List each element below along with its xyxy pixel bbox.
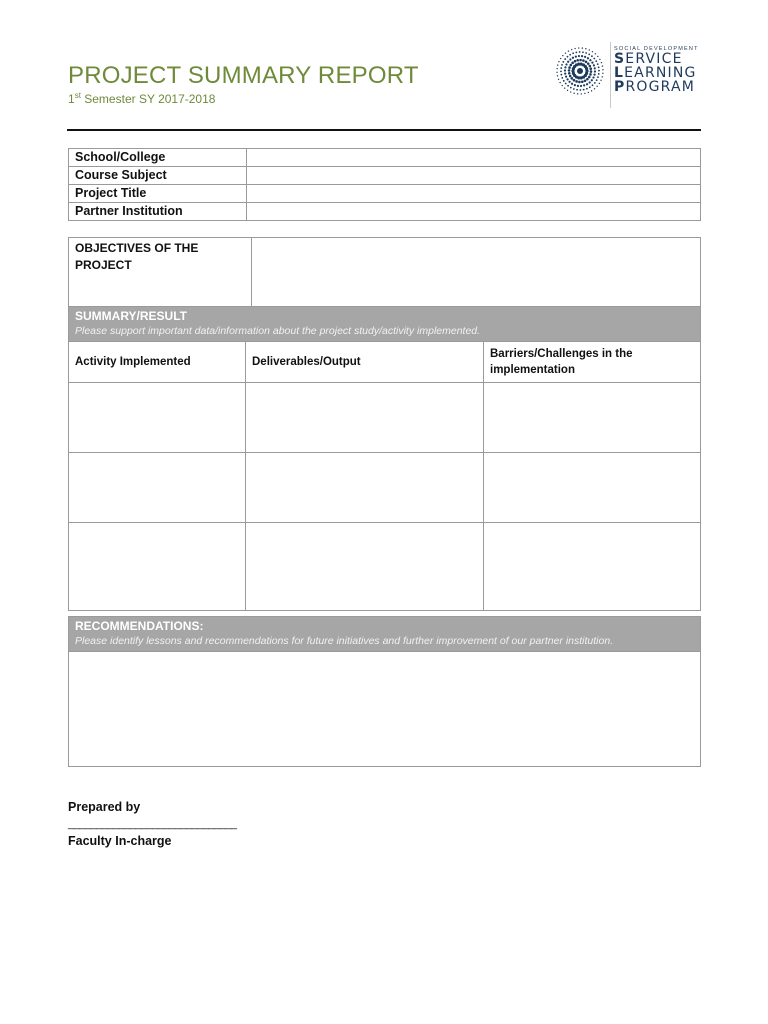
logo-dot — [558, 61, 559, 62]
logo-dot — [573, 93, 574, 94]
logo-dot — [560, 70, 562, 72]
logo-dot — [598, 70, 600, 72]
objectives-label: OBJECTIVES OF THE PROJECT — [69, 238, 252, 310]
table-row — [69, 523, 701, 611]
logo-dot — [578, 55, 580, 57]
deliverables-cell[interactable] — [246, 523, 484, 611]
project-title-label: Project Title — [69, 185, 247, 203]
logo-dot — [595, 53, 596, 54]
logo-dot — [585, 48, 586, 49]
logo-dot — [557, 64, 558, 65]
logo-dot — [579, 89, 581, 91]
logo-dot — [564, 73, 566, 75]
logo-dot — [576, 89, 578, 91]
logo-dot — [593, 58, 595, 60]
logo-dot — [565, 76, 567, 78]
logo-dot — [571, 83, 573, 85]
summary-result-table — [68, 306, 701, 611]
logo-dot — [562, 55, 563, 56]
recommendations-heading: RECOMMENDATIONS: — [75, 619, 204, 633]
course-subject-label: Course Subject — [69, 167, 247, 185]
logo-dot — [587, 57, 589, 59]
logo-dot — [568, 69, 571, 72]
logo-dot — [571, 49, 572, 50]
summary-column-headers — [69, 342, 701, 383]
project-info-table — [68, 148, 701, 221]
logo-dot — [577, 85, 579, 87]
table-row — [69, 453, 701, 523]
logo-dot — [556, 68, 557, 69]
logo-dot — [586, 88, 588, 90]
logo-line-service: SERVICE — [614, 51, 683, 67]
partner-institution-label: Partner Institution — [69, 203, 247, 221]
logo-dot — [586, 78, 589, 81]
logo-dot — [593, 64, 595, 66]
logo-dot — [564, 58, 566, 60]
logo-dot — [597, 63, 599, 65]
logo-dot — [589, 81, 591, 83]
logo-dot — [591, 55, 593, 57]
table-row — [69, 167, 701, 185]
logo-dot — [592, 84, 594, 86]
logo-dot — [556, 72, 557, 73]
logo-dot — [583, 84, 585, 86]
logo-line-program: PROGRAM — [614, 79, 696, 95]
logo-dot — [585, 52, 587, 54]
course-subject-field[interactable] — [247, 167, 701, 185]
logo-dot — [593, 74, 595, 76]
logo-dot — [584, 93, 585, 94]
logo-dot — [585, 60, 588, 63]
barriers-cell[interactable] — [484, 383, 701, 453]
logo-dot — [574, 60, 577, 63]
logo-dot — [576, 59, 579, 62]
table-row — [69, 149, 701, 167]
column-header-barriers: Barriers/Challenges in the implementation — [484, 342, 701, 383]
logo-dot — [565, 63, 567, 65]
recommendations-instruction: Please identify lessons and recommendations for future initiatives and further improvement of our partner institution. — [75, 635, 614, 647]
logo-dot — [569, 64, 572, 67]
logo-dot — [567, 90, 568, 91]
logo-dot — [589, 49, 590, 50]
logo-dot — [586, 83, 588, 85]
logo-dot — [583, 89, 585, 91]
objectives-field[interactable] — [252, 238, 701, 310]
logo-dot — [596, 86, 597, 87]
logo-dot — [597, 56, 598, 57]
prepared-by-label: Prepared by — [68, 800, 141, 814]
barriers-cell[interactable] — [484, 523, 701, 611]
logo-dot — [578, 81, 581, 84]
logo-dot — [564, 69, 566, 71]
school-college-field[interactable] — [247, 149, 701, 167]
signature-line[interactable]: ______________________________ — [68, 818, 237, 830]
logo-dot — [560, 67, 562, 69]
objectives-table — [68, 237, 701, 310]
page-title: PROJECT SUMMARY REPORT — [68, 62, 419, 89]
logo-dot — [591, 62, 593, 64]
logo-dot — [562, 61, 564, 63]
activity-cell[interactable] — [69, 523, 246, 611]
logo-dot — [595, 60, 597, 62]
logo-dot — [592, 76, 594, 78]
logo-dot — [569, 75, 572, 78]
logo-dot — [575, 51, 577, 53]
logo-dot — [570, 87, 572, 89]
summary-heading: SUMMARY/RESULT — [75, 309, 187, 323]
logo-dot — [561, 77, 563, 79]
recommendations-table — [68, 616, 701, 767]
logo-dot — [572, 52, 574, 54]
logo-dot — [602, 69, 603, 70]
logo-dot — [594, 67, 596, 69]
school-college-label: School/College — [69, 149, 247, 167]
recommendations-section-bar — [69, 617, 701, 652]
logo-dot — [568, 81, 570, 83]
logo-dot — [575, 55, 577, 57]
summary-header-row — [69, 307, 701, 342]
logo-dot — [594, 82, 596, 84]
logo-dot — [567, 56, 569, 58]
column-header-deliverables: Deliverables/Output — [246, 342, 484, 383]
logo-dot — [589, 73, 592, 76]
logo-dot — [602, 65, 603, 66]
logo-dot — [592, 51, 593, 52]
logo-dot — [578, 47, 579, 48]
logo-dot — [588, 53, 590, 55]
logo-dot — [594, 88, 595, 89]
logo-dot — [589, 65, 592, 68]
logo-dot — [568, 66, 571, 69]
logo-dot — [575, 80, 578, 83]
logo-dot — [558, 79, 559, 80]
service-learning-logo — [554, 40, 699, 112]
logo-dot — [559, 82, 560, 83]
logo-dot — [599, 59, 600, 60]
table-row — [69, 238, 701, 310]
logo-dot — [591, 79, 593, 81]
logo-dot — [568, 50, 569, 51]
logo-dot — [584, 80, 587, 83]
logo-dot — [584, 56, 586, 58]
logo-dot — [557, 75, 558, 76]
logo-dot — [601, 62, 602, 63]
column-header-activity: Activity Implemented — [69, 342, 246, 383]
logo-dot — [568, 72, 571, 75]
table-row — [69, 203, 701, 221]
logo-dot — [573, 88, 575, 90]
logo-dot — [581, 55, 583, 57]
logo-dot — [602, 76, 603, 77]
project-title-field[interactable] — [247, 185, 701, 203]
logo-dot — [560, 58, 561, 59]
logo-dot — [588, 92, 589, 93]
logo-dot — [589, 67, 592, 70]
semester-ordinal: 1 — [68, 92, 75, 106]
logo-dot — [564, 87, 565, 88]
logo-dot — [571, 77, 574, 80]
logo-dot — [580, 85, 582, 87]
activity-cell[interactable] — [69, 383, 246, 453]
logo-line-learning: LEARNING — [614, 65, 697, 81]
logo-divider — [610, 42, 611, 108]
sunburst-logo-icon — [554, 40, 606, 102]
logo-dot — [579, 51, 581, 53]
deliverables-cell[interactable] — [246, 383, 484, 453]
header-divider — [67, 129, 701, 131]
logo-dot — [567, 85, 569, 87]
logo-dot — [594, 70, 596, 72]
summary-instruction: Please support important data/information about the project study/activity implemented. — [75, 325, 481, 337]
semester-subtitle — [68, 91, 215, 106]
logo-dot — [569, 54, 571, 56]
logo-dot — [597, 76, 599, 78]
table-row — [69, 652, 701, 767]
logo-wordmark — [614, 40, 699, 95]
logo-dot — [569, 58, 571, 60]
logo-org-line: SOCIAL DEVELOPMENT — [614, 46, 699, 52]
logo-dot — [570, 91, 571, 92]
logo-dot — [574, 84, 576, 86]
table-row — [69, 185, 701, 203]
logo-dot — [564, 66, 566, 68]
logo-dot — [585, 72, 588, 75]
logo-dot — [598, 66, 600, 68]
semester-text: Semester SY 2017-2018 — [80, 92, 216, 106]
logo-dot — [589, 86, 591, 88]
logo-dot — [571, 62, 574, 65]
summary-section-bar — [69, 307, 701, 342]
logo-dot — [567, 61, 569, 63]
table-row — [69, 383, 701, 453]
logo-dot — [591, 90, 592, 91]
deliverables-cell[interactable] — [246, 453, 484, 523]
logo-dot — [600, 80, 601, 81]
barriers-cell[interactable] — [484, 453, 701, 523]
logo-dot — [560, 74, 562, 76]
logo-dot — [596, 79, 598, 81]
logo-dot — [577, 93, 578, 94]
logo-dot — [590, 70, 593, 73]
logo-dot — [602, 73, 603, 74]
logo-dot — [565, 52, 566, 53]
logo-dot — [582, 51, 584, 53]
activity-cell[interactable] — [69, 453, 246, 523]
logo-dot — [581, 80, 584, 83]
logo-dot — [582, 59, 585, 62]
logo-dot — [566, 78, 568, 80]
semester-suffix: st — [74, 91, 81, 100]
logo-dot — [579, 59, 582, 62]
logo-dot — [599, 83, 600, 84]
logo-dot — [565, 83, 567, 85]
logo-dot — [572, 57, 574, 59]
logo-dot — [573, 79, 576, 82]
logo-dot — [563, 80, 565, 82]
logo-dot — [561, 85, 562, 86]
logo-dot — [581, 93, 582, 94]
logo-dot — [561, 64, 563, 66]
logo-dot — [587, 62, 590, 65]
logo-dot — [588, 76, 591, 79]
recommendations-header-row — [69, 617, 701, 652]
logo-dot — [598, 73, 600, 75]
faculty-in-charge-label: Faculty In-charge — [68, 834, 172, 848]
logo-dot — [589, 59, 591, 61]
recommendations-field[interactable] — [69, 652, 701, 767]
logo-dot — [574, 48, 575, 49]
partner-institution-field[interactable] — [247, 203, 701, 221]
logo-dot — [582, 47, 583, 48]
